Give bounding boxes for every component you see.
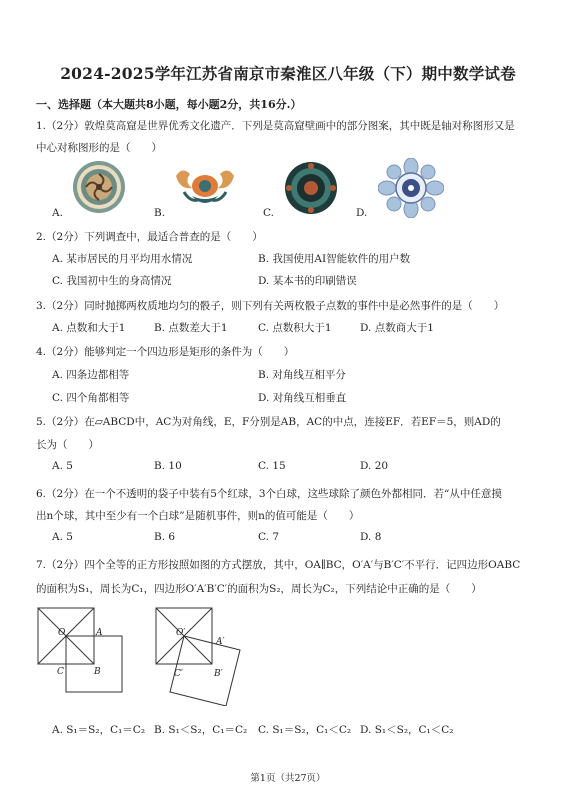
q1-option-a-pattern (68, 160, 130, 215)
q6-option-a: A. 5 (52, 531, 73, 543)
section-heading: 一、选择题（本大题共8小题，每小题2分，共16分.） (36, 98, 302, 111)
q6-option-d: D. 8 (360, 531, 382, 543)
exam-title: 2024-2025学年江苏省南京市秦淮区八年级（下）期中数学试卷 (60, 64, 516, 83)
q5-option-b: B. 10 (154, 460, 182, 472)
q7-figure-2 (154, 606, 254, 706)
q3-option-a: A. 点数和大于1 (52, 322, 126, 334)
q7-option-a: A. S₁＝S₂，C₁＝C₂ (52, 724, 146, 736)
q7-fig1-label-c: C (57, 667, 64, 677)
q1-option-d-pattern (378, 158, 444, 218)
q5-stem-line1: 5.（2分）在▱ABCD中，AC为对角线，E，F分别是AB，AC的中点，连接EF．若EF＝5，则AD的 (36, 416, 501, 428)
q1-option-b-pattern (170, 162, 240, 214)
q3-option-b: B. 点数差大于1 (154, 322, 228, 334)
q4-option-c: C. 四个角都相等 (52, 392, 130, 404)
q2-option-c: C. 我国初中生的身高情况 (52, 275, 172, 287)
q7-fig1-label-a: A (96, 628, 103, 638)
q5-stem-line2: 长为（ ） (36, 439, 99, 451)
q2-option-a: A. 某市居民的月平均用水情况 (52, 253, 193, 265)
q7-fig2-label-o: O′ (176, 628, 186, 638)
q1-option-d-label: D. (356, 207, 368, 219)
q4-stem: 4.（2分）能够判定一个四边形是矩形的条件为（ ） (36, 346, 295, 358)
q7-fig2-label-c: C′ (174, 669, 183, 679)
q6-stem-line1: 6.（2分）在一个不透明的袋子中装有5个红球，3个白球，这些球除了颜色外都相同．若“从中任意摸 (36, 488, 502, 500)
q1-option-b-label: B. (154, 207, 166, 219)
q4-option-d: D. 对角线互相垂直 (258, 392, 347, 404)
q1-stem-line1: 1.（2分）敦煌莫高窟是世界优秀文化遗产．下列是莫高窟壁画中的部分图案，其中既是轴对称图形又是 (36, 120, 515, 132)
q5-option-a: A. 5 (52, 460, 73, 472)
q6-option-c: C. 7 (258, 531, 280, 543)
q4-option-a: A. 四条边都相等 (52, 369, 130, 381)
q7-option-d: D. S₁＜S₂，C₁＜C₂ (360, 724, 454, 736)
q2-option-d: D. 某本书的印刷错误 (258, 275, 357, 287)
q7-stem-line1: 7.（2分）四个全等的正方形按照如图的方式摆放，其中，OA∥BC，O′A′与B′C′不平行．记四边形OABC (36, 559, 521, 571)
q1-option-c-pattern (282, 160, 340, 216)
q6-stem-line2: 出n个球，其中至少有一个白球”是随机事件，则n的值可能是（ ） (36, 510, 360, 522)
q7-fig2-label-b: B′ (214, 669, 223, 679)
q7-fig1-label-o: O (58, 628, 66, 638)
q7-fig2-label-a: A′ (216, 637, 225, 647)
page-footer: 第1页（共27页） (250, 773, 326, 784)
q7-option-b: B. S₁＜S₂，C₁＝C₂ (154, 724, 248, 736)
q5-option-d: D. 20 (360, 460, 389, 472)
q1-stem-line2: 中心对称图形的是（ ） (36, 142, 162, 154)
q1-option-a-label: A. (52, 207, 63, 219)
q1-option-c-label: C. (263, 207, 274, 219)
q5-option-c: C. 15 (258, 460, 286, 472)
q3-option-c: C. 点数积大于1 (258, 322, 332, 334)
q6-option-b: B. 6 (154, 531, 176, 543)
q7-figure-1 (36, 606, 136, 698)
q4-option-b: B. 对角线互相平分 (258, 369, 346, 381)
q2-stem: 2.（2分）下列调查中，最适合普查的是（ ） (36, 231, 263, 243)
q7-option-c: C. S₁＝S₂，C₁＜C₂ (258, 724, 352, 736)
q7-stem-line2: 的面积为S₁，周长为C₁，四边形O′A′B′C′的面积为S₂，周长为C₂，下列结论中正确的是（ ） (36, 583, 482, 595)
q3-option-d: D. 点数商大于1 (360, 322, 434, 334)
q7-fig1-label-b: B (94, 667, 101, 677)
q2-option-b: B. 我国使用AI智能软件的用户数 (258, 253, 411, 265)
q3-stem: 3.（2分）同时抛掷两枚质地均匀的骰子，则下列有关两枚骰子点数的事件中是必然事件的是（ ） (36, 300, 505, 312)
